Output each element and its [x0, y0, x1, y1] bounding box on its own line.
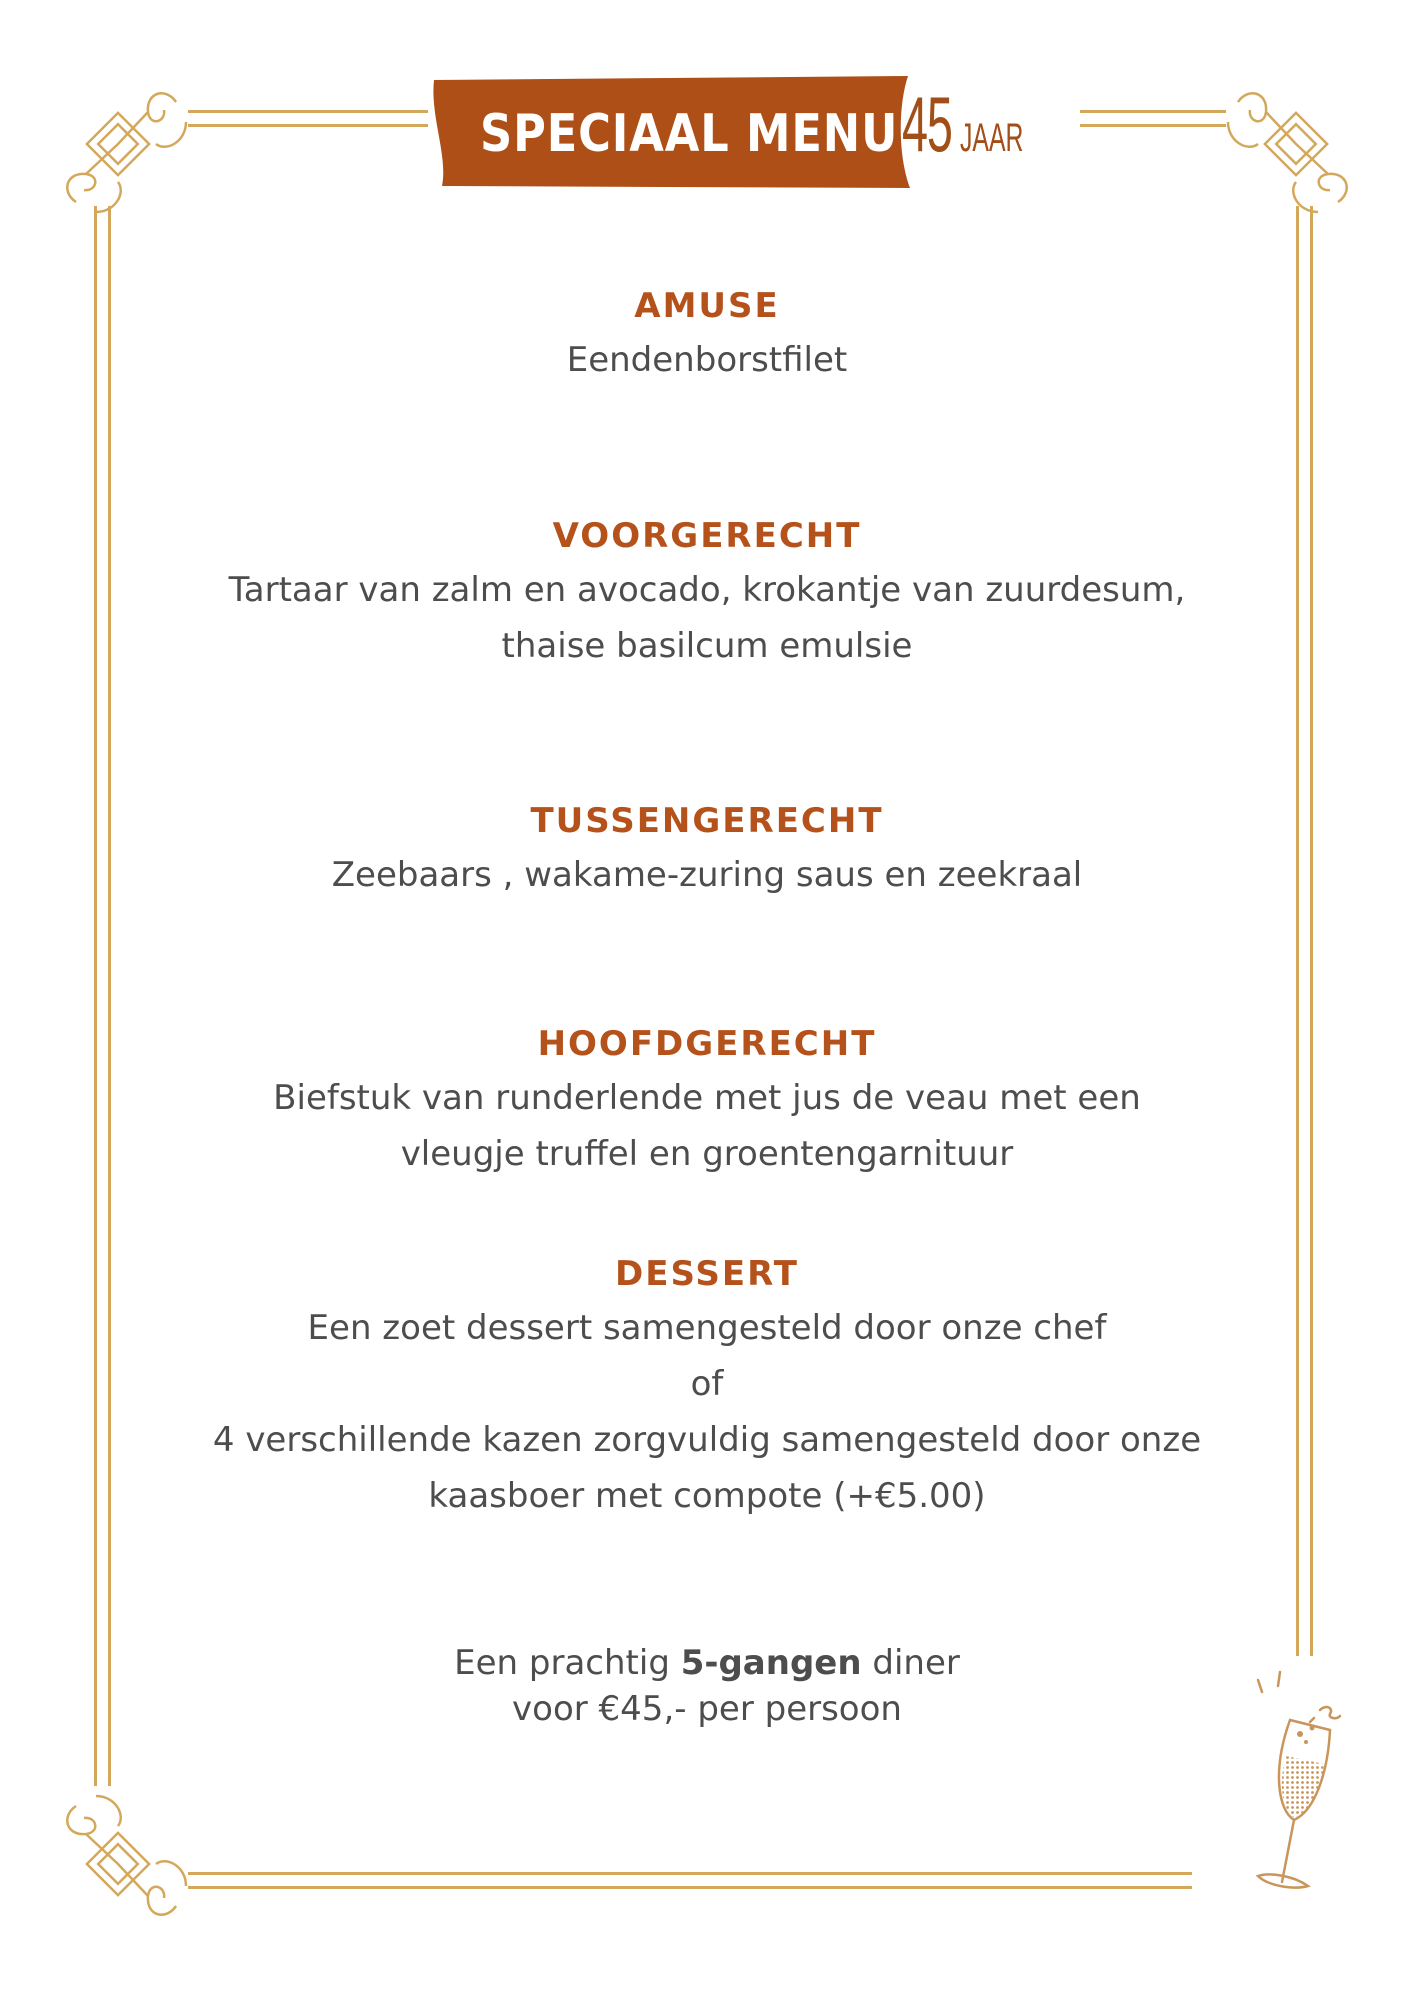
course-title: HOOFDGERECHT — [537, 1024, 877, 1064]
corner-ornament-bottom-left — [56, 1786, 196, 1926]
corner-ornament-top-right — [1218, 82, 1358, 222]
price-note-prefix: Een prachtig — [454, 1643, 681, 1683]
anniversary-word: JAAR — [960, 116, 1024, 160]
frame-top-line-2 — [188, 124, 428, 127]
course-dessert — [180, 1248, 1234, 1524]
course-title: DESSERT — [615, 1254, 799, 1294]
frame-right-line-1 — [1296, 206, 1299, 1656]
price-note-line-1 — [180, 1640, 1234, 1686]
frame-bottom-line-2 — [188, 1886, 1192, 1889]
anniversary-badge — [902, 64, 1062, 174]
frame-left-line-2 — [108, 206, 111, 1786]
frame-bottom-line-1 — [188, 1872, 1192, 1875]
course-description: thaise basilcum emulsie — [501, 626, 913, 666]
course-description: Zeebaars , wakame-zuring saus en zeekraal — [331, 855, 1083, 895]
course-description: 4 verschillende kazen zorgvuldig samengesteld door onze — [212, 1420, 1202, 1460]
corner-ornament-top-left — [56, 82, 196, 222]
frame-right-line-2 — [1310, 206, 1313, 1656]
anniversary-number: 45 — [902, 80, 952, 168]
course-amuse — [180, 280, 1234, 388]
course-voorgerecht — [180, 510, 1234, 674]
price-note-line-2: voor €45,- per persoon — [512, 1689, 902, 1729]
header-banner — [428, 76, 952, 190]
course-description: Eendenborstfilet — [566, 340, 848, 380]
champagne-glass-icon — [1220, 1660, 1370, 1900]
price-note — [180, 1640, 1234, 1732]
course-title: TUSSENGERECHT — [530, 801, 884, 841]
course-description: kaasboer met compote (+€5.00) — [428, 1476, 986, 1516]
course-tussengerecht — [180, 795, 1234, 903]
course-hoofdgerecht — [180, 1018, 1234, 1182]
price-note-suffix: diner — [861, 1643, 960, 1683]
course-description: Een zoet dessert samengesteld door onze chef — [307, 1308, 1107, 1348]
frame-top-line-1 — [188, 110, 428, 113]
frame-left-line-1 — [94, 206, 97, 1786]
frame-top-line-4 — [1080, 124, 1226, 127]
course-description: Biefstuk van runderlende met jus de veau met een — [273, 1078, 1141, 1118]
course-title: VOORGERECHT — [552, 516, 862, 556]
price-note-highlight: 5-gangen — [680, 1643, 862, 1683]
course-description: of — [690, 1364, 724, 1404]
frame-top-line-3 — [1080, 110, 1226, 113]
course-description: Tartaar van zalm en avocado, krokantje van zuurdesum, — [228, 570, 1186, 610]
banner-title: SPECIAAL MENU — [480, 104, 899, 164]
course-description: vleugje truffel en groentengarnituur — [400, 1134, 1014, 1174]
course-title: AMUSE — [634, 286, 780, 326]
